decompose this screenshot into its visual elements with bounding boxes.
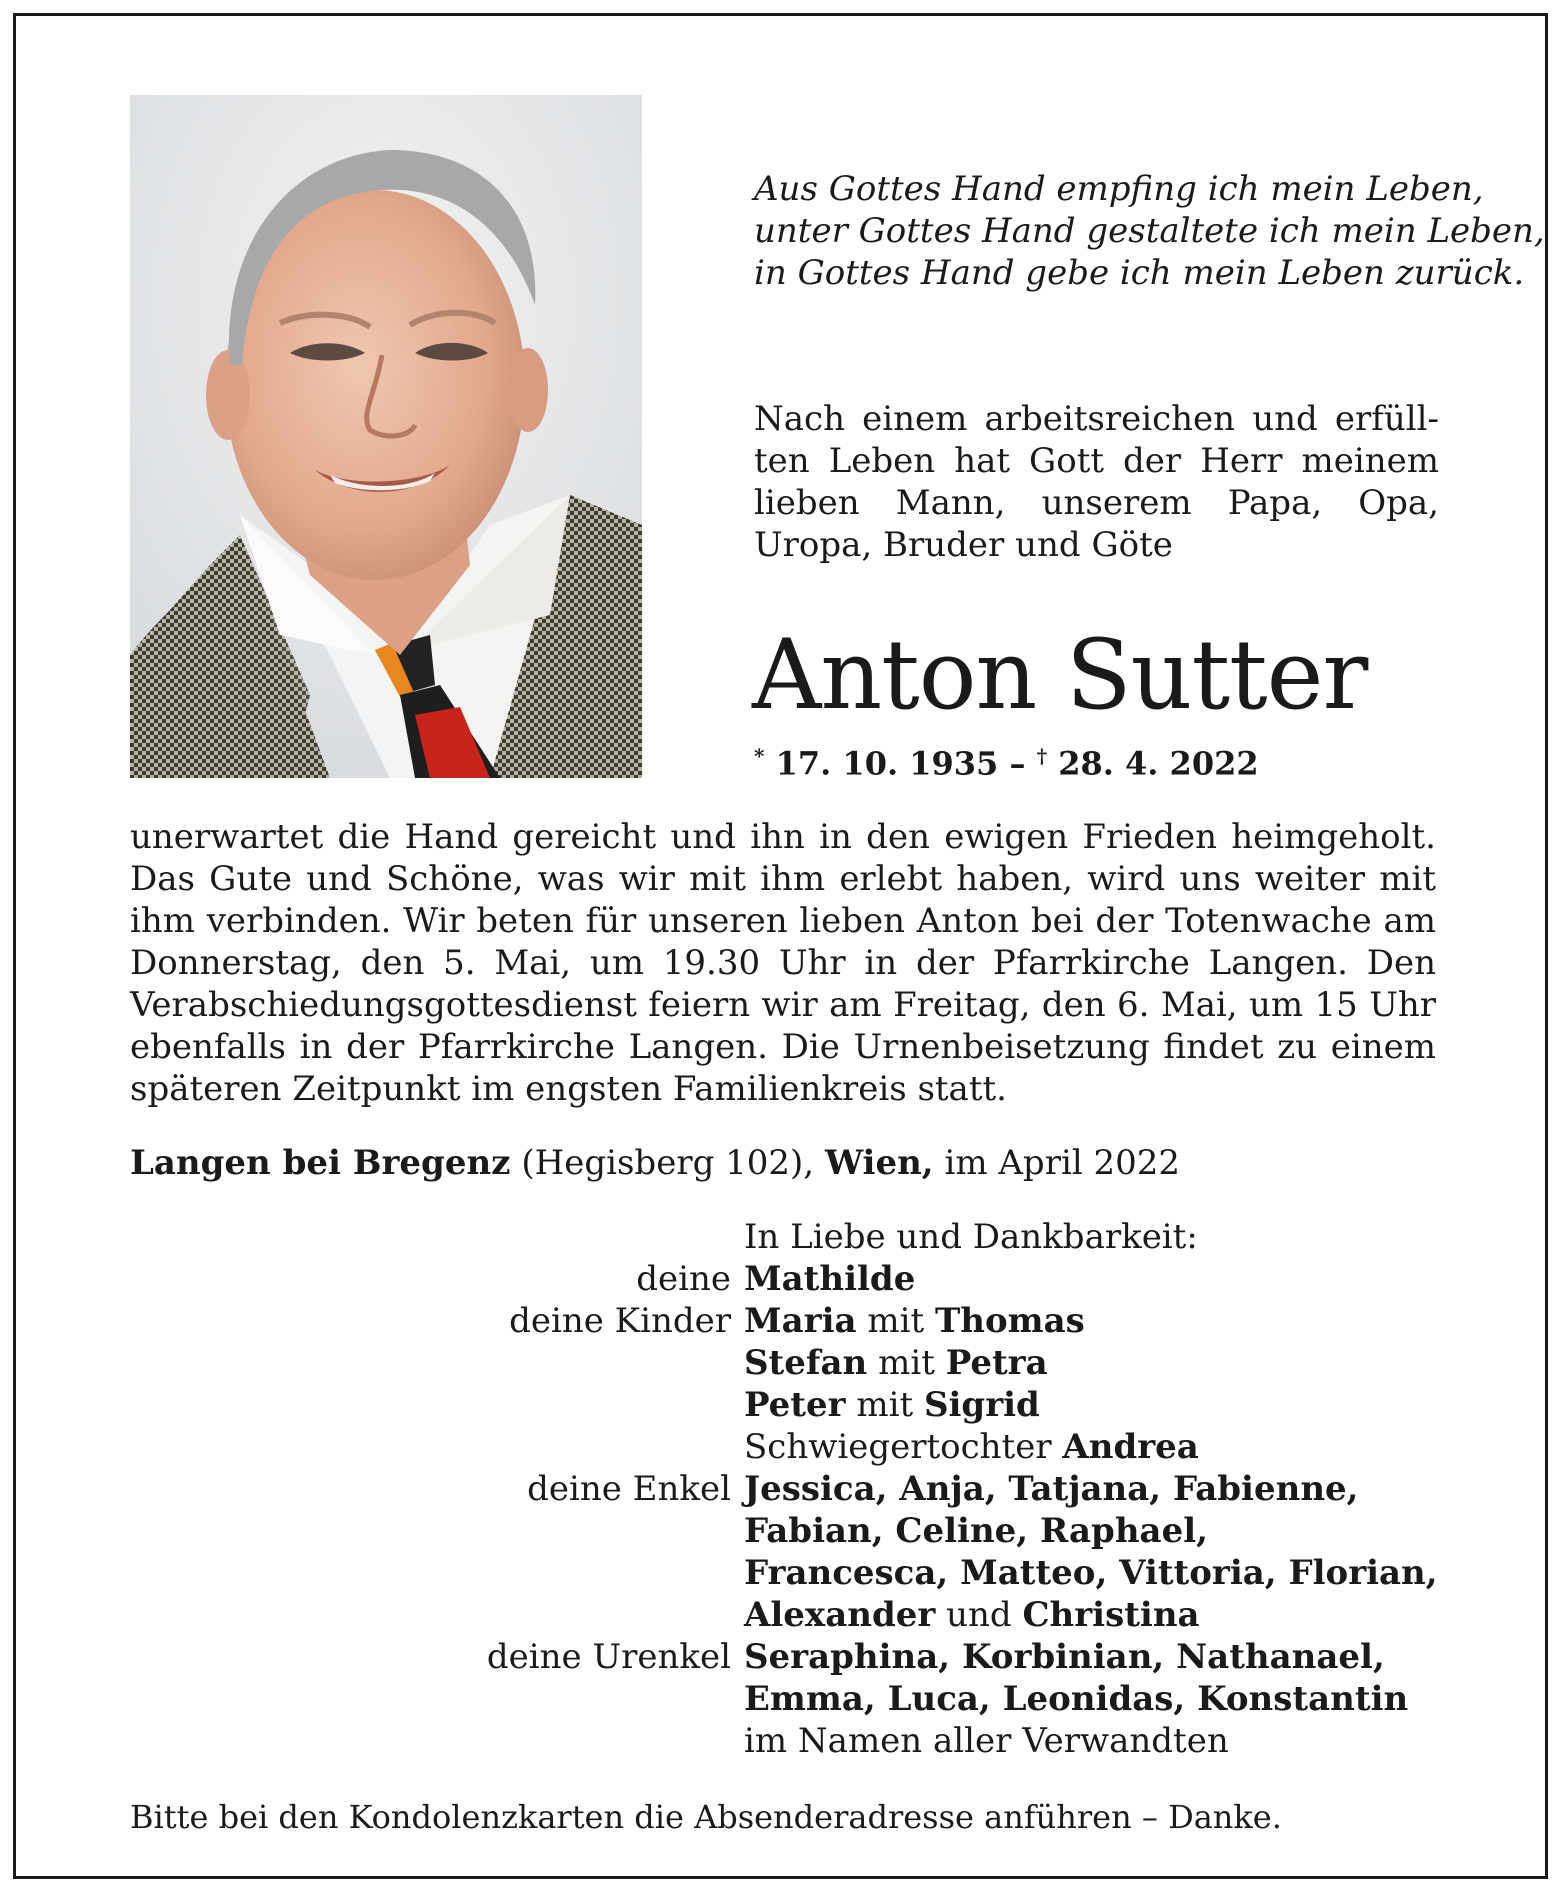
grandchildren-line-3: Francesca, Matteo, Vittoria, Florian, (744, 1553, 1438, 1593)
with-word: mit (856, 1385, 914, 1425)
main-paragraph: unerwartet die Hand gereicht und ihn in den ewigen Frieden heimgeholt. Das Gute und Schöne, was wir mit ihm erlebt haben, wird uns weiter mit ihm verbinden. Wir beten für unseren lieben Anton bei der Totenwache am Donnerstag, den 5. Mai, um 19.30 Uhr in der Pfarrkirche Langen. Den Verabschiedungsgottesdienst feiern wir am Freitag, den 6. Mai, um 15 Uhr ebenfalls in der Pfarrkirche Langen. Die Urnenbeisetzung findet zu einem späteren Zeitpunkt im engsten Familienkreis statt. (130, 817, 1436, 1109)
child-name: Stefan (744, 1343, 868, 1383)
with-word: mit (867, 1301, 925, 1341)
child-name: Maria (744, 1301, 857, 1341)
daughter-in-law-label: Schwiegertochter (744, 1427, 1052, 1467)
birth-date: 17. 10. 1935 (775, 744, 999, 783)
date-separator: – (1009, 744, 1026, 783)
birth-symbol: * (754, 744, 765, 768)
wife-name: Mathilde (744, 1259, 916, 1299)
great-grandchildren-line-1: Seraphina, Korbinian, Nathanael, (744, 1637, 1385, 1677)
grandchild-name: Christina (1022, 1595, 1200, 1635)
footer-note: Bitte bei den Kondolenzkarten die Absenderadresse anführen – Danke. (130, 1798, 1282, 1836)
and-word: und (946, 1595, 1012, 1635)
place-town: Langen bei Bregenz (130, 1143, 511, 1183)
place-date: im April 2022 (944, 1143, 1181, 1183)
place-city: Wien, (824, 1143, 934, 1183)
partner-name: Petra (945, 1343, 1048, 1383)
verse-line-1: Aus Gottes Hand empfing ich mein Leben, (754, 169, 1484, 209)
child-name: Peter (744, 1385, 846, 1425)
portrait-photo (130, 95, 642, 778)
with-word: mit (878, 1343, 935, 1383)
relatives-line: im Namen aller Verwandten (744, 1721, 1229, 1761)
daughter-in-law-row (744, 1426, 1199, 1468)
grandchildren-label: deine Enkel (527, 1469, 731, 1509)
wife-label: deine (636, 1259, 731, 1299)
family-heading: In Liebe und Dankbarkeit: (744, 1217, 1198, 1257)
life-dates (754, 744, 1259, 783)
place-address: (Hegisberg 102), (521, 1143, 815, 1183)
great-grandchildren-line-2: Emma, Luca, Leonidas, Konstantin (744, 1679, 1409, 1719)
grandchildren-line-1: Jessica, Anja, Tatjana, Fabienne, (744, 1469, 1359, 1509)
bible-verse (754, 168, 1545, 294)
grandchildren-line-4 (744, 1594, 1200, 1636)
children-label: deine Kinder (509, 1301, 731, 1341)
verse-line-3: in Gottes Hand gebe ich mein Leben zurück. (754, 253, 1525, 293)
partner-name: Sigrid (923, 1385, 1040, 1425)
child-row-1 (744, 1300, 1085, 1342)
great-grandchildren-label: deine Urenkel (486, 1637, 731, 1677)
grandchildren-line-2: Fabian, Celine, Raphael, (744, 1511, 1208, 1551)
verse-line-2: unter Gottes Hand gestaltete ich mein Leben, (754, 211, 1545, 251)
death-symbol: † (1036, 744, 1048, 768)
intro-paragraph: Nach einem arbeitsreichen und erfüllten Leben hat Gott der Herr meinem lieben Mann, unserem Papa, Opa, Uropa, Bruder und Göte (754, 399, 1439, 565)
partner-name: Thomas (934, 1301, 1085, 1341)
death-date: 28. 4. 2022 (1058, 744, 1259, 783)
place-date-line (130, 1142, 1180, 1184)
deceased-name: Anton Sutter (752, 619, 1368, 731)
child-row-3 (744, 1384, 1040, 1426)
daughter-in-law-name: Andrea (1062, 1427, 1199, 1467)
grandchild-name: Alexander (744, 1595, 936, 1635)
child-row-2 (744, 1342, 1048, 1384)
